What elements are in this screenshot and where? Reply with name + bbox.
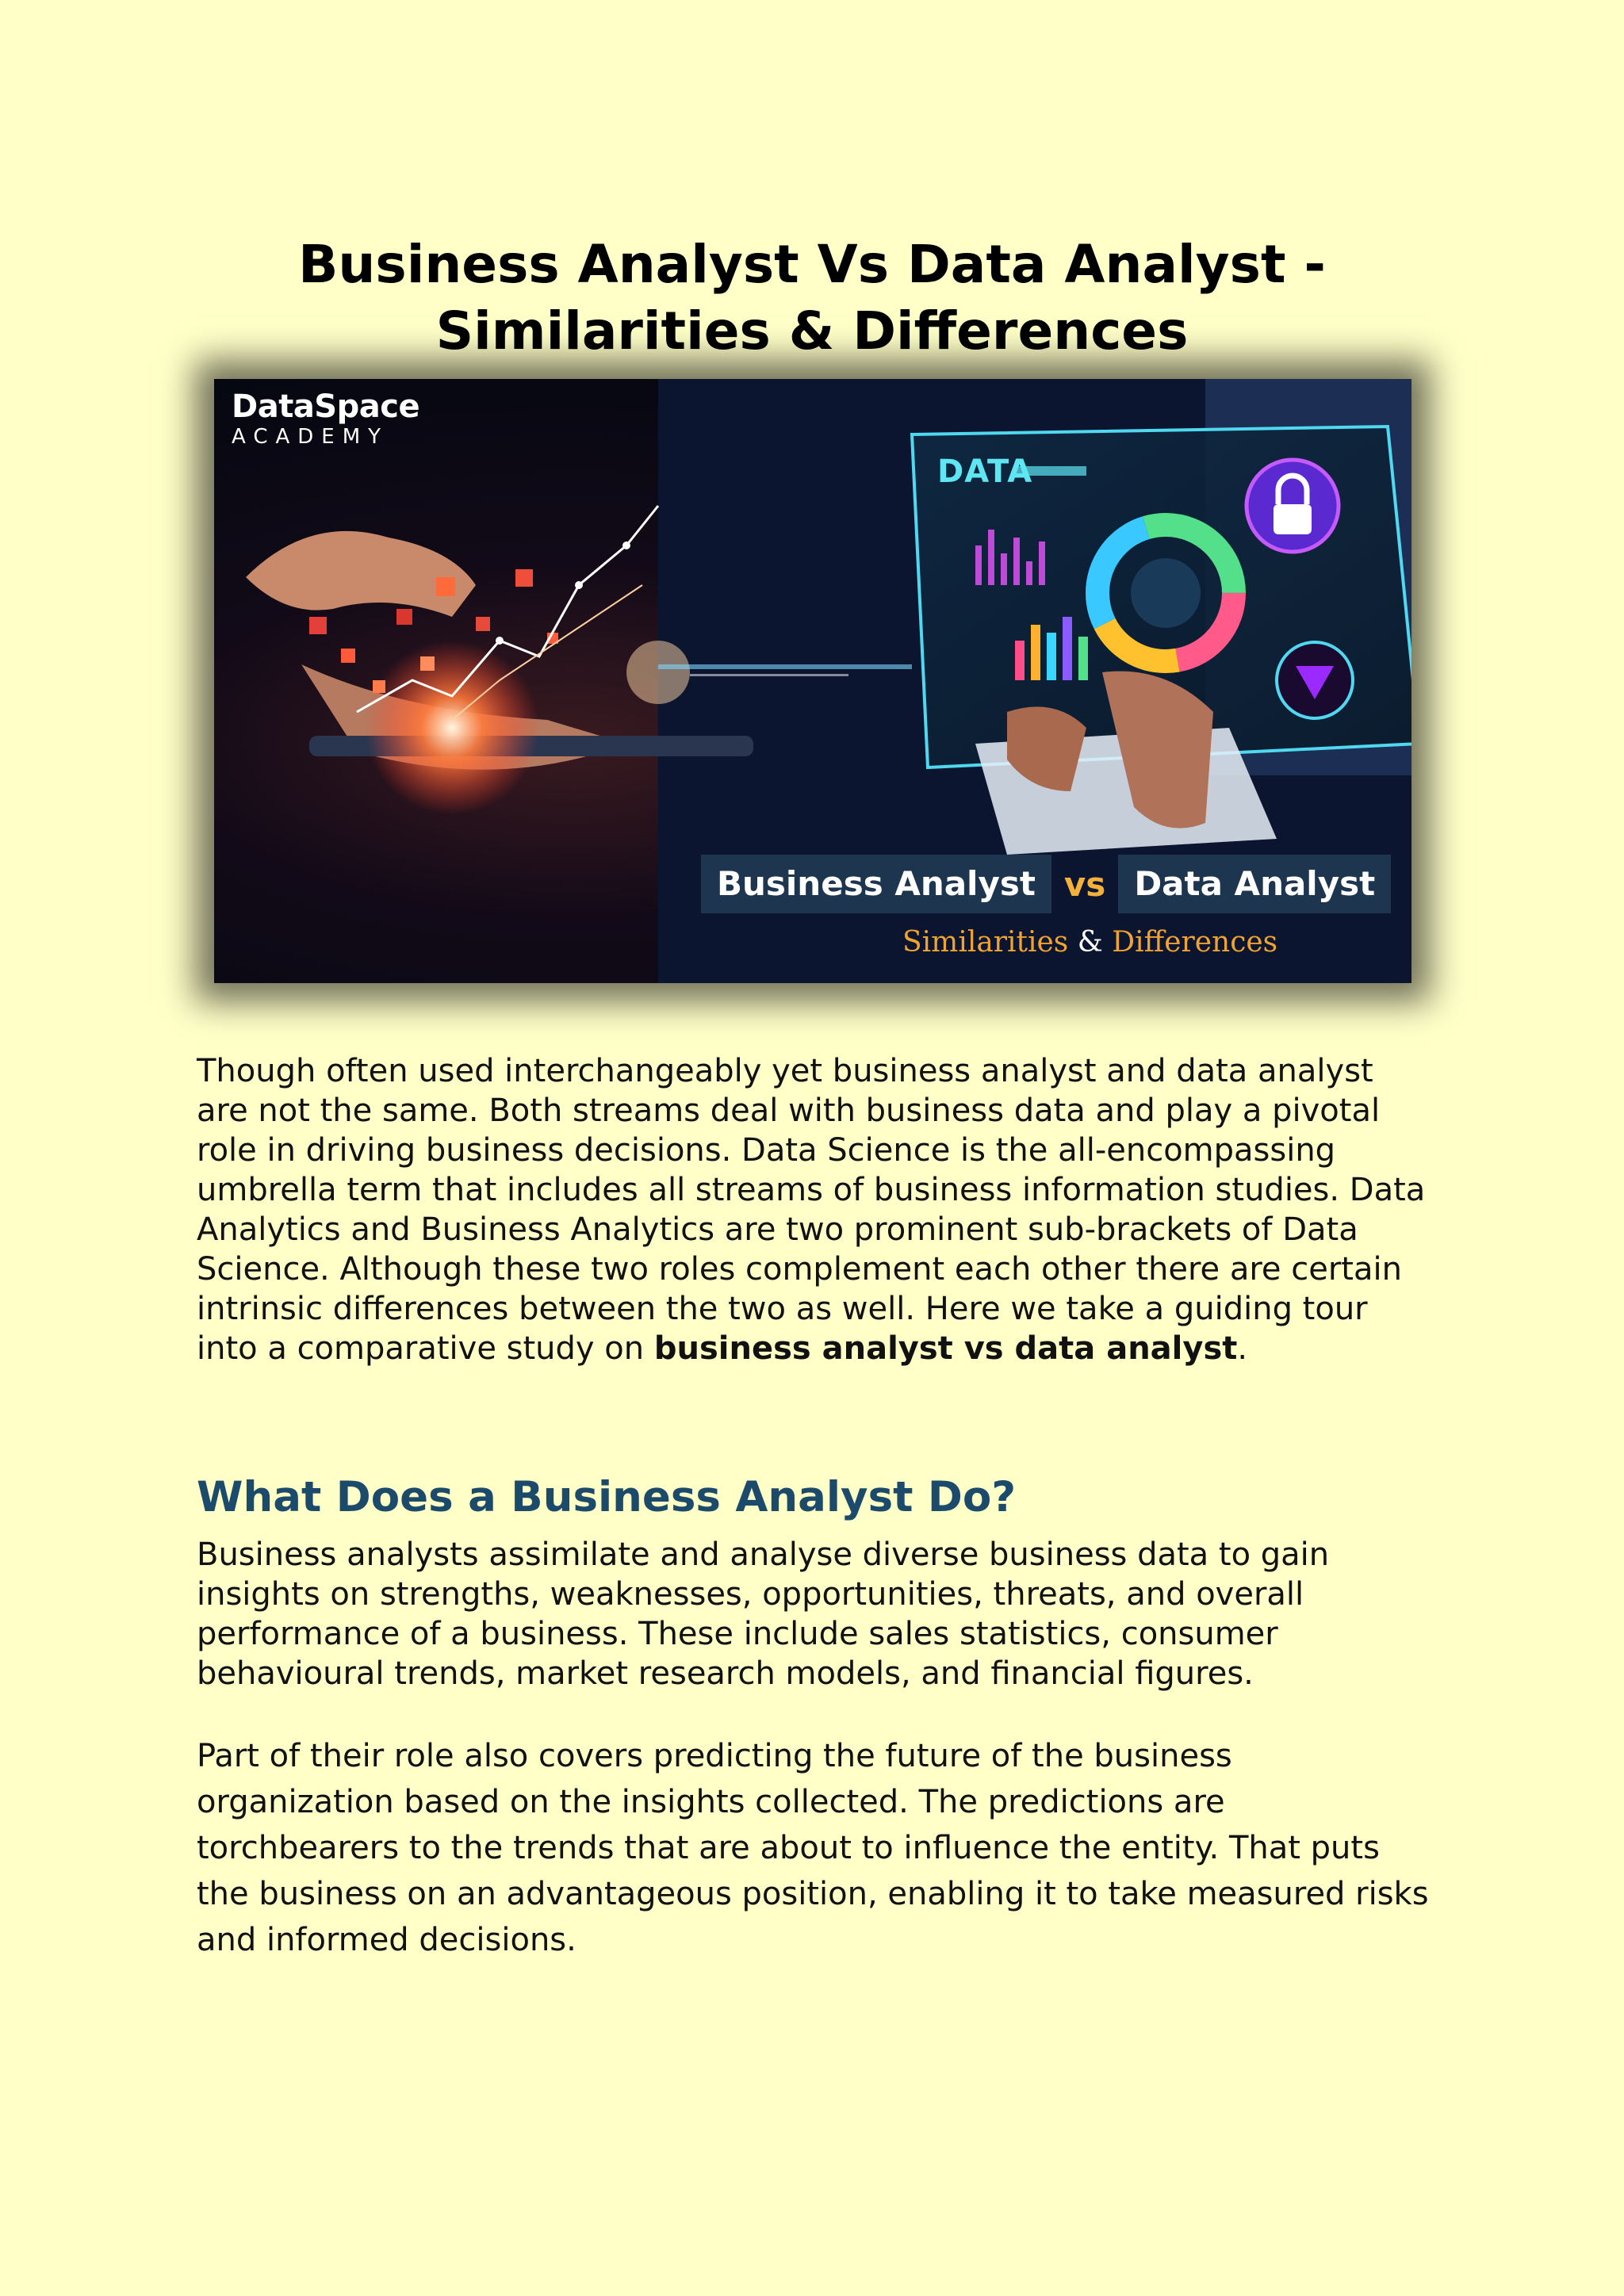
intro-period: . (1237, 1330, 1248, 1367)
logo-name: DataSpace (232, 388, 420, 425)
screen-data-label: DATA (937, 453, 1033, 490)
caption-ampersand: & (1077, 926, 1103, 959)
banner-business-analyst: Business Analyst (701, 855, 1051, 913)
section-heading-business-analyst: What Does a Business Analyst Do? (197, 1473, 1017, 1521)
title-line-2: Similarities & Differences (435, 300, 1189, 362)
caption-differences: Differences (1112, 926, 1278, 959)
title-line-1: Business Analyst Vs Data Analyst - (298, 234, 1326, 296)
business-analyst-paragraph-1: Business analysts assimilate and analyse diverse business data to gain insights on strengths, weaknesses, opportunities, threats, and overall performance of a business. These include sales statistics, consumer behavioural trends, market research models, and financial figures. (197, 1536, 1330, 1692)
page-title (0, 232, 1624, 365)
intro-paragraph (197, 1051, 1434, 1368)
caption-similarities: Similarities (902, 926, 1069, 959)
banner-data-analyst: Data Analyst (1118, 855, 1391, 913)
business-analyst-paragraph-2: Part of their role also covers predicting the future of the business organization based on the insights collected. The predictions are torchbearers to the trends that are about to influence the entity. That puts the business on an advantageous position, enabling it to take measured risks and informed decisions. (197, 1738, 1429, 1958)
intro-text: Though often used interchangeably yet business analyst and data analyst are not the same. Both streams deal with business data and play a pivotal role in driving business decisions. Data Science is the all-encompassing umbrella term that includes all streams of business information studies. Data Analytics and Business Analytics are two prominent sub-brackets of Data Science. Although these two roles complement each other there are certain intrinsic differences between the two as well. Here we take a guiding tour into a comparative study on (197, 1053, 1426, 1367)
similarities-differences-caption (902, 926, 1277, 959)
comparison-banner (701, 855, 1391, 913)
logo-subtitle: ACADEMY (232, 425, 389, 449)
intro-bold-keyword: business analyst vs data analyst (653, 1330, 1238, 1367)
banner-vs: vs (1063, 864, 1106, 904)
hero-image (214, 379, 1411, 983)
